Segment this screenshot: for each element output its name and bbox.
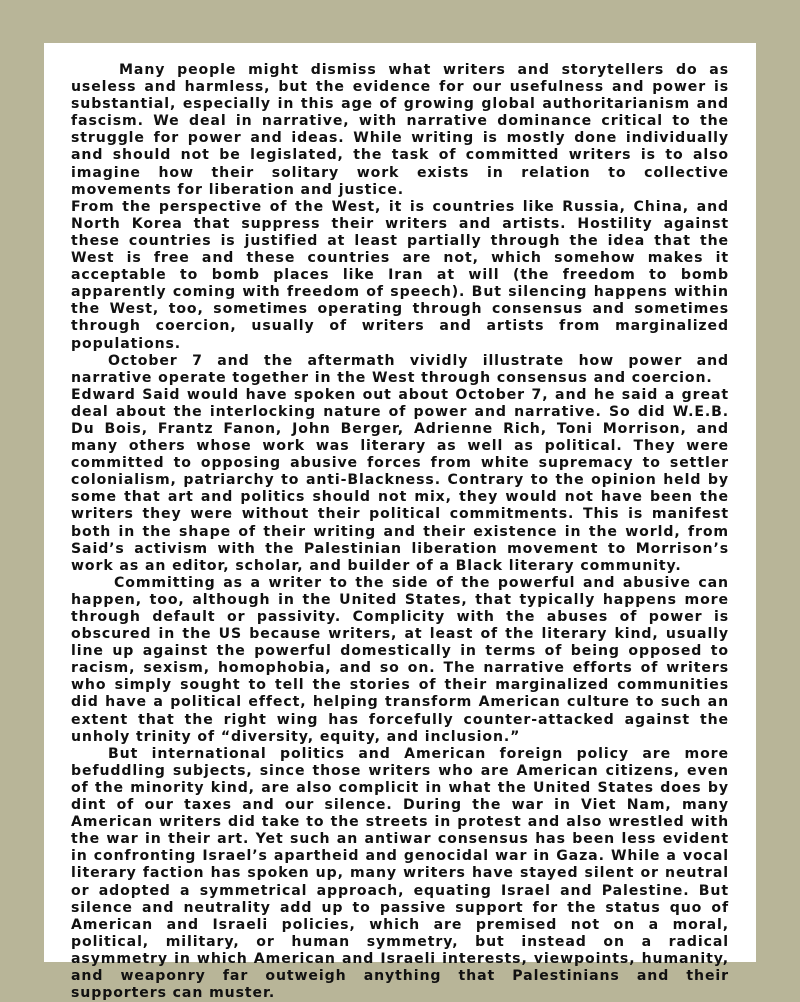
paragraph-4: Edward Said would have spoken out about October 7, and he said a great deal about the interlocking nature of power and narrative. So did W.E.B. Du Bois, Frantz Fanon, John Berger, Adrienne Rich, Toni Morrison, and many others whose work was literary as well as political. They were committed to opposing abusive forces from white supremacy to settler colonialism, patriarchy to anti-Blackness. Contrary to the opinion held by some that art and politics should not mix, they would not have been the writers they were without their political commitments. This is manifest both in the shape of their writing and their existence in the world, from Said’s activism with the Palestinian liberation movement to Morrison’s work as an editor, scholar, and builder of a Black literary community. [71, 386, 729, 574]
paragraph-3: October 7 and the aftermath vividly illustrate how power and narrative operate together in the West through consensus and coercion. [71, 352, 729, 386]
paragraph-5: Committing as a writer to the side of the powerful and abusive can happen, too, although in the United States, that typically happens more through default or passivity. Complicity with the abuses of power is obscured in the US because writers, at least of the literary kind, usually line up against the powerful domestically in terms of being opposed to racism, sexism, homophobia, and so on. The narrative efforts of writers who simply sought to tell the stories of their marginalized communities did have a political effect, helping transform American culture to such an extent that the right wing has forcefully counter-attacked against the unholy trinity of “diversity, equity, and inclusion.” [71, 574, 729, 745]
paragraph-1: Many people might dismiss what writers and storytellers do as useless and harmless, but the evidence for our usefulness and power is substantial, especially in this age of growing global authoritarianism and fascism. We deal in narrative, with narrative dominance critical to the struggle for power and ideas. While writing is mostly done individually and should not be legislated, the task of committed writers is to also imagine how their solitary work exists in relation to collective movements for liberation and justice. [71, 62, 729, 198]
text-page [44, 43, 756, 1002]
paragraph-2: From the perspective of the West, it is countries like Russia, China, and North Korea that suppress their writers and artists. Hostility against these countries is justified at least partially through the idea that the West is free and these countries are not, which somehow makes it acceptable to bomb places like Iran at will (the freedom to bomb apparently coming with freedom of speech). But silencing happens within the West, too, sometimes operating through consensus and sometimes through coercion, usually of writers and artists from marginalized populations. [71, 198, 729, 352]
paragraph-6: But international politics and American foreign policy are more befuddling subjects, since those writers who are American citizens, even of the minority kind, are also complicit in what the United States does by dint of our taxes and our silence. During the war in Viet Nam, many American writers did take to the streets in protest and also wrestled with the war in their art. Yet such an antiwar consensus has been less evident in confronting Israel’s apartheid and genocidal war in Gaza. While a vocal literary faction has spoken up, many writers have stayed silent or neutral or adopted a symmetrical approach, equating Israel and Palestine. But silence and neutrality add up to passive support for the status quo of American and Israeli policies, which are premised not on a moral, political, military, or human symmetry, but instead on a radical asymmetry in which American and Israeli interests, viewpoints, humanity, and weaponry far outweigh anything that Palestinians and their supporters can muster. [71, 745, 729, 1002]
